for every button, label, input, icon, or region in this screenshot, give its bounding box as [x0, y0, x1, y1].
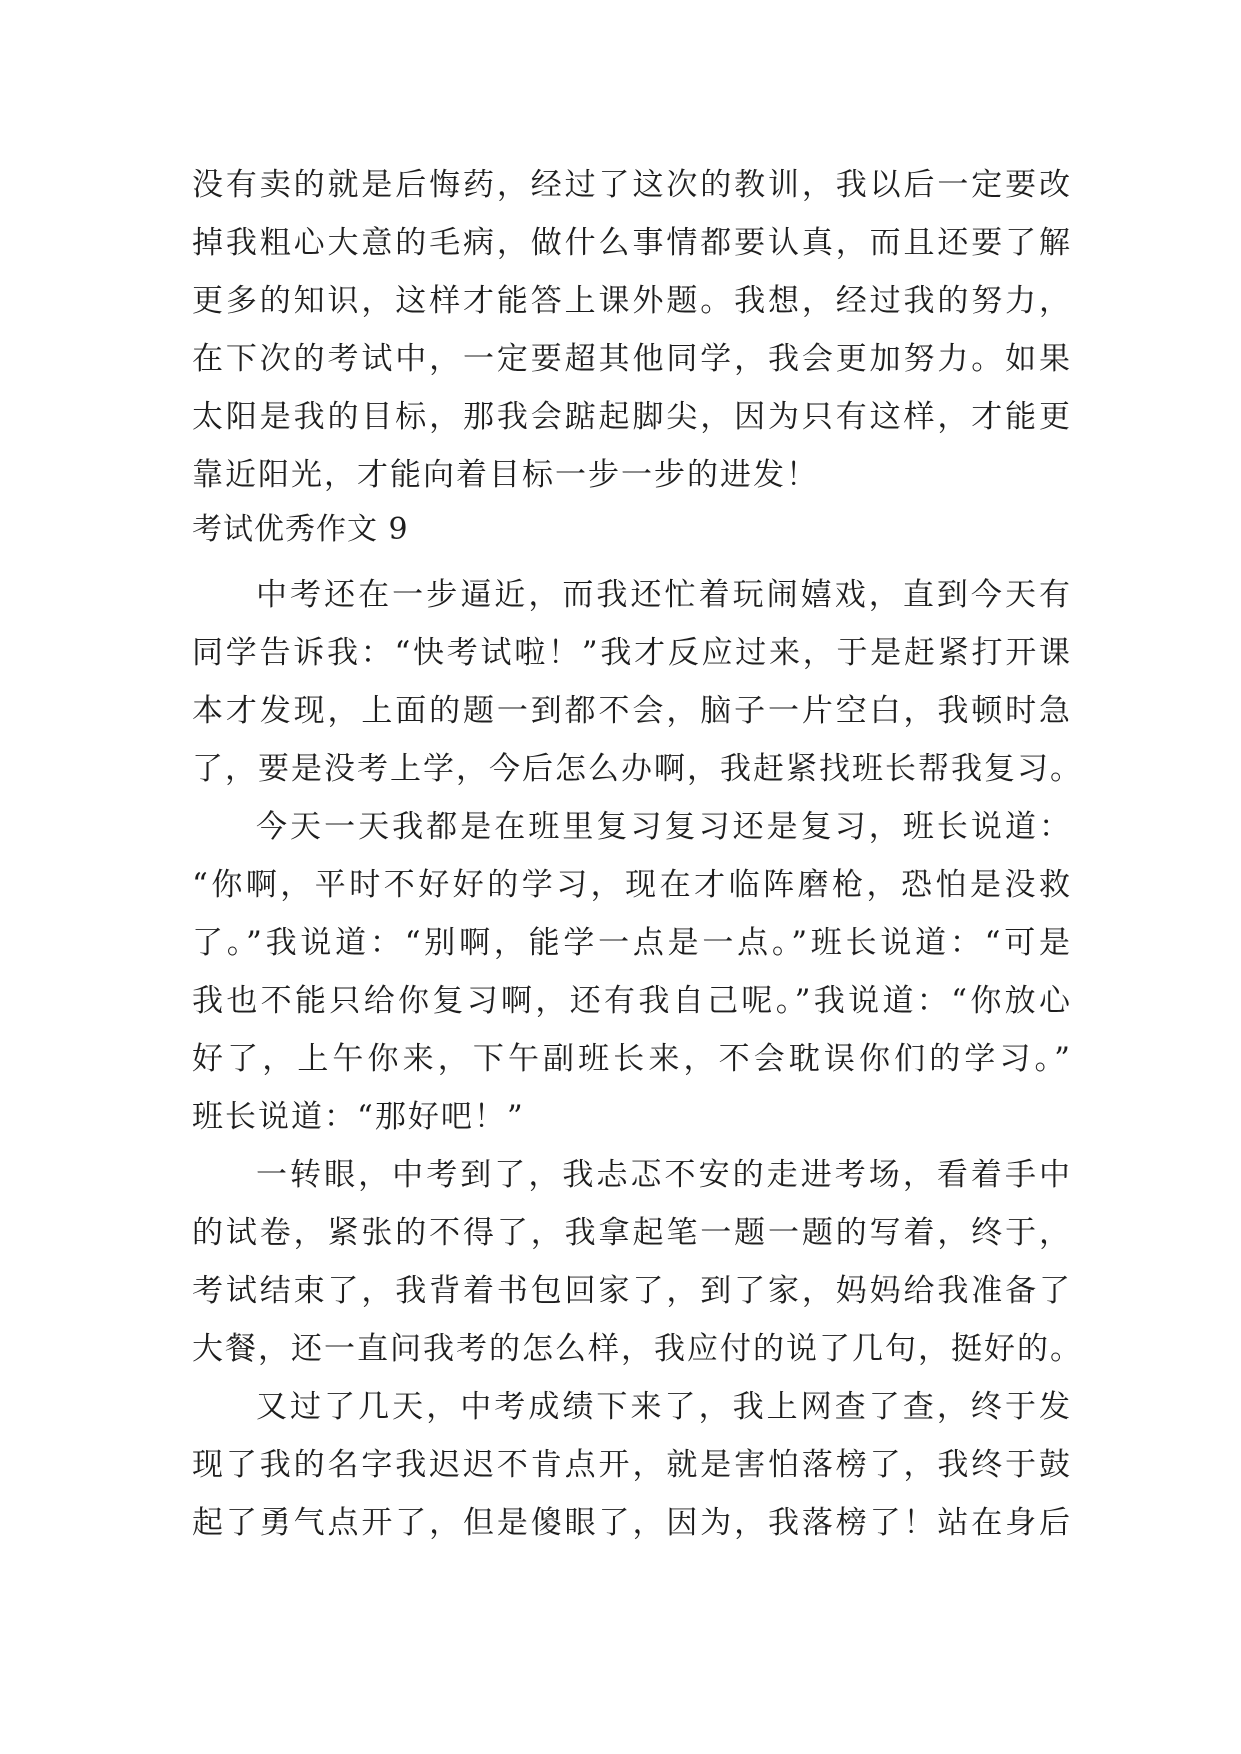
text-line: “你啊，平时不好好的学习，现在才临阵磨枪，恐怕是没救 [192, 867, 1072, 903]
text-line: 起了勇气点开了，但是傻眼了，因为，我落榜了！站在身后 [192, 1505, 1072, 1541]
text-line: 现了我的名字我迟迟不肯点开，就是害怕落榜了，我终于鼓 [192, 1447, 1072, 1483]
text-line: 今天一天我都是在班里复习复习还是复习，班长说道： [256, 809, 1072, 845]
text-line: 太阳是我的目标，那我会踮起脚尖，因为只有这样，才能更 [192, 399, 1072, 435]
text-line: 掉我粗心大意的毛病，做什么事情都要认真，而且还要了解 [192, 225, 1072, 261]
paragraph-1 [192, 566, 1083, 798]
text-line: 本才发现，上面的题一到都不会，脑子一片空白，我顿时急 [192, 693, 1072, 729]
text-line: 中考还在一步逼近，而我还忙着玩闹嬉戏，直到今天有 [256, 577, 1072, 613]
paragraph-4 [192, 1378, 1072, 1552]
text-line: 好了，上午你来，下午副班长来，不会耽误你们的学习。” [192, 1041, 1072, 1077]
text-line: 班长说道：“那好吧！” [192, 1099, 525, 1135]
essay-heading: 考试优秀作文 9 [192, 512, 409, 547]
paragraph-intro [192, 156, 1072, 504]
spacer [192, 556, 1072, 566]
text-line: 大餐，还一直问我考的怎么样，我应付的说了几句，挺好的。 [192, 1331, 1083, 1367]
text-line: 了。”我说道：“别啊，能学一点是一点。”班长说道：“可是 [192, 925, 1072, 961]
paragraph-2 [192, 798, 1072, 1146]
text-line: 没有卖的就是后悔药，经过了这次的教训，我以后一定要改 [192, 167, 1072, 203]
text-line: 同学告诉我：“快考试啦！”我才反应过来，于是赶紧打开课 [192, 635, 1072, 671]
text-line: 靠近阳光，才能向着目标一步一步的进发！ [192, 457, 819, 493]
text-line: 更多的知识，这样才能答上课外题。我想，经过我的努力， [192, 283, 1072, 319]
paragraph-3 [192, 1146, 1083, 1378]
text-line: 我也不能只给你复习啊，还有我自己呢。”我说道：“你放心 [192, 983, 1072, 1019]
document-body [192, 156, 1083, 1552]
text-line: 又过了几天，中考成绩下来了，我上网查了查，终于发 [256, 1389, 1072, 1425]
text-line: 在下次的考试中，一定要超其他同学，我会更加努力。如果 [192, 341, 1072, 377]
text-line: 一转眼，中考到了，我忐忑不安的走进考场，看着手中 [256, 1157, 1072, 1193]
text-line: 考试结束了，我背着书包回家了，到了家，妈妈给我准备了 [192, 1273, 1072, 1309]
text-line: 的试卷，紧张的不得了，我拿起笔一题一题的写着，终于， [192, 1215, 1072, 1251]
text-line: 了，要是没考上学，今后怎么办啊，我赶紧找班长帮我复习。 [192, 751, 1083, 787]
